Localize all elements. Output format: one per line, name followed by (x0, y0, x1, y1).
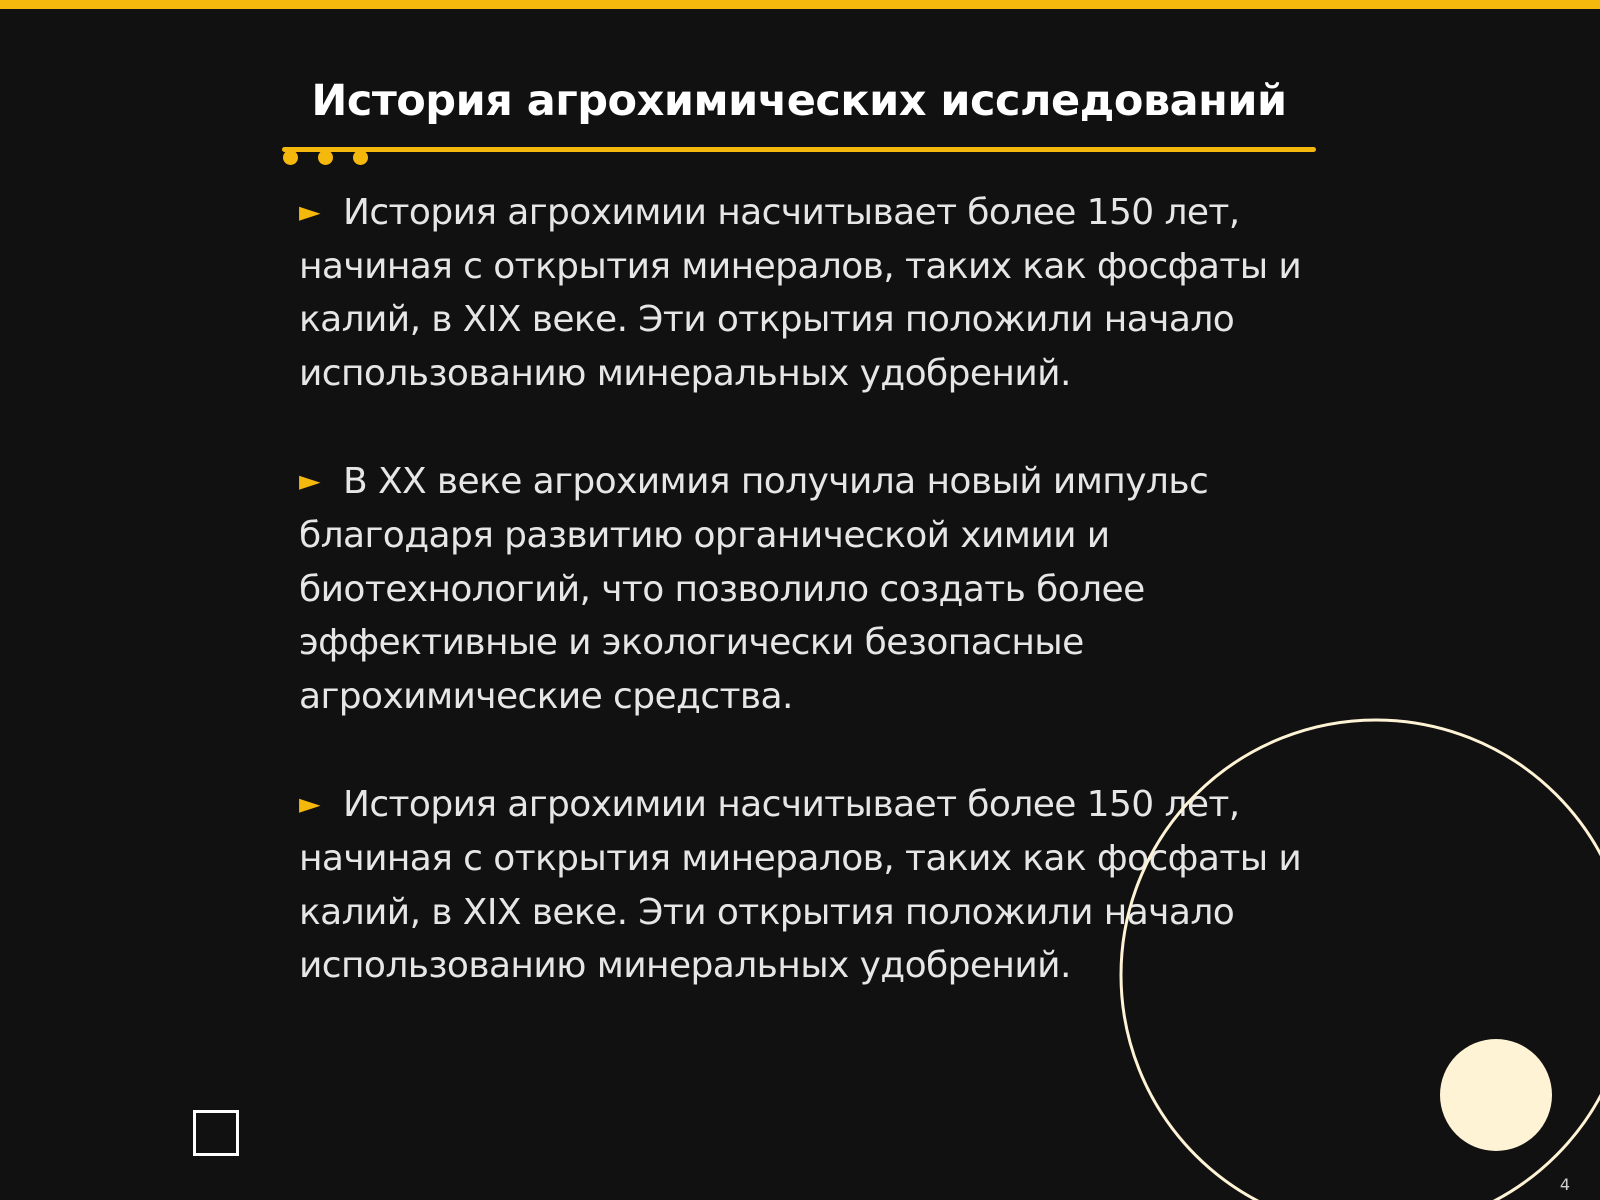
dot-icon (318, 150, 333, 165)
dot-icon (283, 150, 298, 165)
page-number: 4 (1559, 1175, 1570, 1194)
title-dots-decoration (283, 150, 373, 168)
bullet-item (299, 454, 1319, 723)
bullet-text: История агрохимии насчитывает более 150 лет, начиная с открытия минералов, таких как фосфаты и калий, в XIX веке. Эти открытия положили начало использованию минеральных удобрений. (299, 192, 1302, 394)
bullet-text: В XX веке агрохимия получила новый импульс благодаря развитию органической химии и биотехнологий, что позволило создать более эффективные и экологически безопасные агрохимические средства. (299, 461, 1209, 717)
slide-title: История агрохимических исследований (311, 76, 1287, 126)
bullet-item (299, 185, 1319, 400)
title-underline (282, 147, 1316, 152)
triangle-bullet-icon: ► (299, 787, 320, 821)
outline-square-icon (193, 1110, 239, 1156)
bullet-list (299, 185, 1319, 1047)
triangle-bullet-icon: ► (299, 195, 320, 228)
bullet-item (299, 777, 1319, 992)
filled-circle-icon (1440, 1039, 1552, 1151)
top-accent-bar (0, 0, 1600, 9)
bullet-text: История агрохимии насчитывает более 150 лет, начиная с открытия минералов, таких как фосфаты и калий, в XIX веке. Эти открытия положили начало использованию минеральных удобрений. (299, 784, 1302, 987)
triangle-bullet-icon: ► (299, 464, 320, 498)
dot-icon (353, 150, 368, 165)
